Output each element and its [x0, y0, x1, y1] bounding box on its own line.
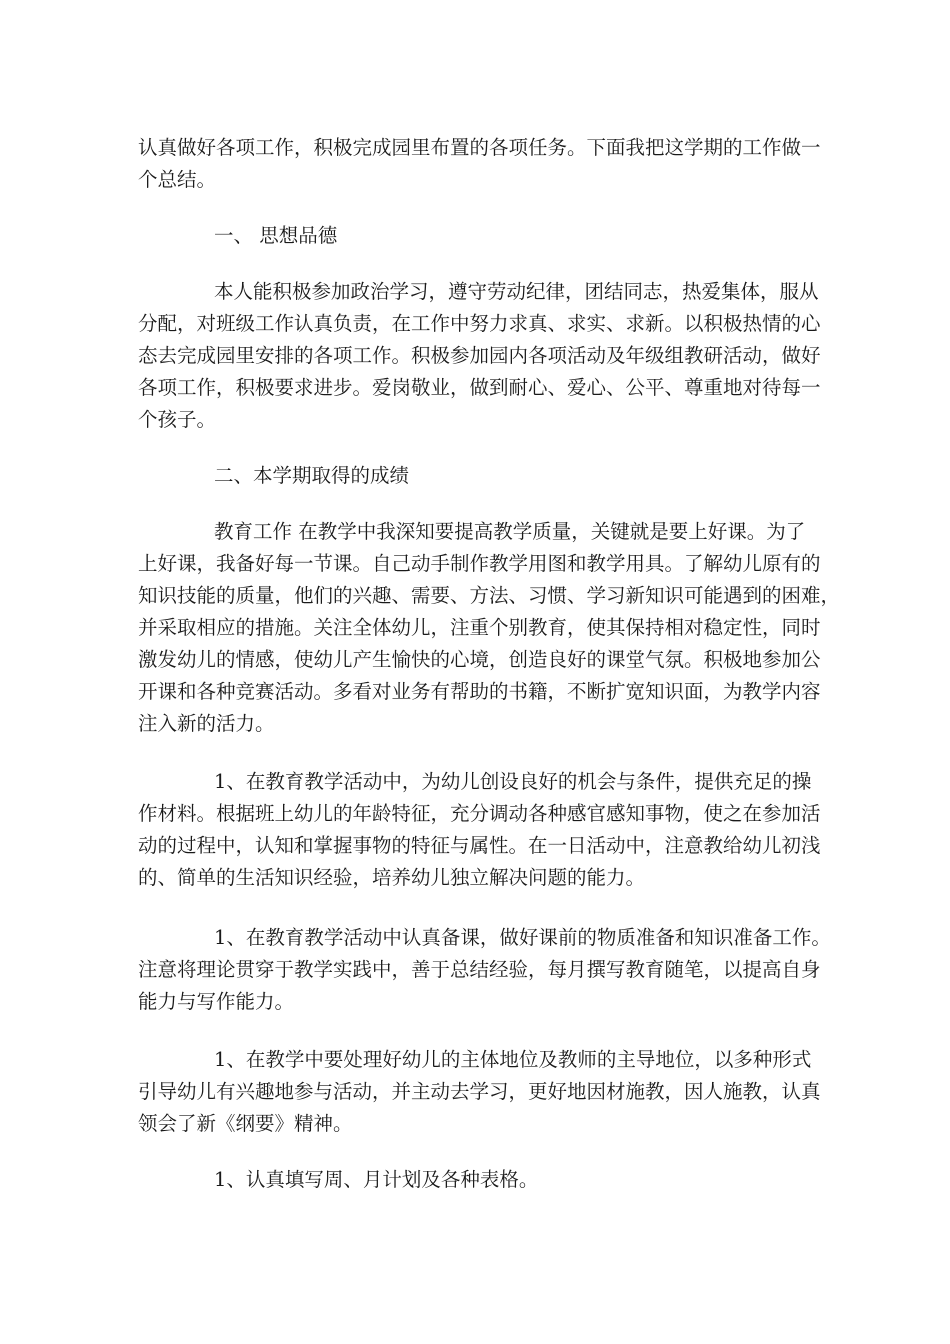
text-line: 引导幼儿有兴趣地参与活动，并主动去学习，更好地因材施教，因人施教，认真 [138, 1080, 821, 1103]
text-line: 认真做好各项工作，积极完成园里布置的各项任务。下面我把这学期的工作做一 [138, 136, 821, 159]
heading-text: 二、本学期取得的成绩 [214, 464, 410, 487]
text-line: 态去完成园里安排的各项工作。积极参加园内各项活动及年级组教研活动，做好 [138, 344, 821, 367]
text-line: 并采取相应的措施。关注全体幼儿，注重个别教育，使其保持相对稳定性，同时 [138, 616, 821, 639]
text-line: 知识技能的质量，他们的兴趣、需要、方法、习惯、学习新知识可能遇到的困难， [138, 584, 841, 607]
ideology-paragraph [138, 276, 821, 436]
text-line: 动的过程中，认知和掌握事物的特征与属性。在一日活动中，注意教给幼儿初浅 [138, 834, 821, 857]
text-line: 领会了新《纲要》精神。 [138, 1112, 353, 1135]
text-line: 作材料。根据班上幼儿的年龄特征，充分调动各种感官感知事物，使之在参加活 [138, 802, 821, 825]
text-line: 教育工作 在教学中我深知要提高教学质量，关键就是要上好课。为了 [214, 520, 806, 543]
text-line: 分配，对班级工作认真负责，在工作中努力求真、求实、求新。以积极热情的心 [138, 312, 821, 335]
heading-text: 一、 思想品德 [214, 224, 338, 247]
text-line: 开课和各种竞赛活动。多看对业务有帮助的书籍，不断扩宽知识面，为教学内容 [138, 680, 821, 703]
text-line: 激发幼儿的情感，使幼儿产生愉快的心境，创造良好的课堂气氛。积极地参加公 [138, 648, 821, 671]
text-line: 本人能积极参加政治学习，遵守劳动纪律，团结同志，热爱集体，服从 [214, 280, 819, 303]
text-line: 能力与写作能力。 [138, 990, 295, 1013]
list-item [138, 922, 831, 1018]
text-line: 1、在教育教学活动中认真备课，做好课前的物质准备和知识准备工作。 [214, 926, 831, 949]
list-item [138, 766, 821, 894]
text-line: 的、简单的生活知识经验，培养幼儿独立解决问题的能力。 [138, 866, 646, 889]
teaching-work-paragraph [138, 516, 841, 740]
text-line: 注入新的活力。 [138, 712, 275, 735]
section-heading-ideology [138, 220, 818, 252]
list-item [138, 1164, 818, 1196]
text-line: 个总结。 [138, 168, 217, 191]
text-line: 1、在教育教学活动中，为幼儿创设良好的机会与条件，提供充足的操 [214, 770, 812, 793]
text-line: 上好课，我备好每一节课。自己动手制作教学用图和教学用具。了解幼儿原有的 [138, 552, 821, 575]
text-line: 各项工作，积极要求进步。爱岗敬业，做到耐心、爱心、公平、尊重地对待每一 [138, 376, 821, 399]
text-line: 1、在教学中要处理好幼儿的主体地位及教师的主导地位，以多种形式 [214, 1048, 812, 1071]
section-heading-achievements [138, 460, 818, 492]
intro-paragraph [138, 132, 821, 196]
text-line: 1、认真填写周、月计划及各种表格。 [214, 1168, 539, 1191]
text-line: 注意将理论贯穿于教学实践中，善于总结经验，每月撰写教育随笔，以提高自身 [138, 958, 821, 981]
list-item [138, 1044, 821, 1140]
text-line: 个孩子。 [138, 408, 217, 431]
